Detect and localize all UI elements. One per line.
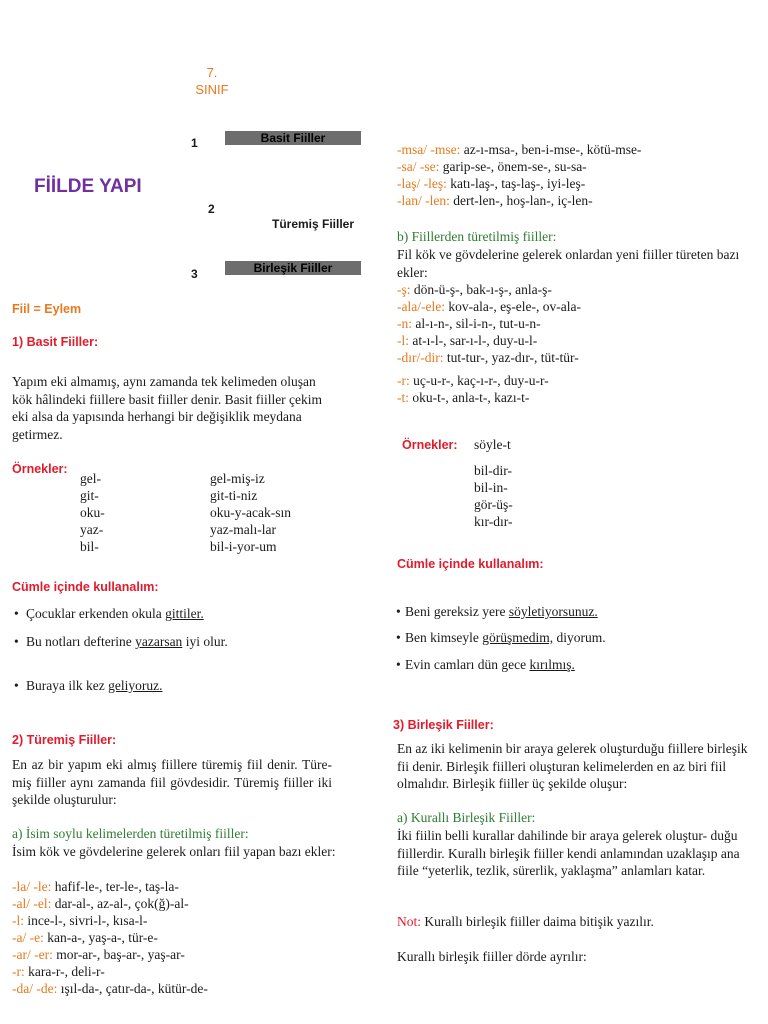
example-item: bil-i-yor-um bbox=[210, 539, 277, 554]
suffix-row bbox=[397, 315, 581, 332]
basit-examples-right bbox=[210, 470, 291, 555]
turemis-example-0: söyle-t bbox=[474, 437, 511, 452]
birlesik-note bbox=[397, 913, 654, 930]
suffix: -ala/-ele: bbox=[397, 299, 449, 314]
basit-examples-label: Örnekler: bbox=[12, 462, 68, 476]
suffix: -r: bbox=[12, 964, 29, 979]
diagram-label-turemis: Türemiş Fiiller bbox=[272, 217, 355, 231]
suffix-examples: at-ı-l-, sar-ı-l-, duy-u-l- bbox=[412, 333, 538, 348]
sentence-tail: diyorum. bbox=[553, 630, 606, 645]
bullet-icon: • bbox=[14, 634, 19, 649]
page-title: FİİLDE YAPI bbox=[34, 176, 142, 197]
suffix: -l: bbox=[397, 333, 413, 348]
basit-sentence-2 bbox=[14, 633, 236, 650]
suffix-row bbox=[12, 980, 208, 997]
note-text: Kurallı birleşik fiiller daima bitişik yazılır. bbox=[421, 914, 654, 929]
suffix: -msa/ -mse: bbox=[397, 142, 464, 157]
suffix: -laş/ -leş: bbox=[397, 176, 451, 191]
example-item: gör-üş- bbox=[474, 497, 513, 512]
suffix-examples: oku-t-, anla-t-, kazı-t- bbox=[412, 390, 530, 405]
sentence-verb: görüşmedim, bbox=[482, 630, 554, 645]
more-suffix-list bbox=[397, 141, 641, 209]
example-item: bil-in- bbox=[474, 480, 508, 495]
turemis-sentence-3 bbox=[396, 656, 575, 673]
suffix-examples: uç-u-r-, kaç-ı-r-, duy-u-r- bbox=[413, 373, 549, 388]
turemis-usage-label: Cümle içinde kullanalım: bbox=[397, 557, 544, 571]
suffix: -al/ -el: bbox=[12, 896, 55, 911]
turemis-sentence-2 bbox=[396, 629, 606, 646]
suffix-row bbox=[397, 372, 581, 389]
turemis-sentence-1 bbox=[396, 603, 598, 620]
sentence-text: Evin camları dün gece bbox=[405, 657, 530, 672]
sentence-text: Beni gereksiz yere bbox=[405, 604, 509, 619]
turemis-sub-b: b) Fiillerden türetilmiş fiiller: bbox=[397, 229, 557, 244]
suffix-row bbox=[397, 141, 641, 158]
bullet-icon: • bbox=[396, 657, 401, 672]
turemis-examples-label: Örnekler: bbox=[402, 438, 458, 452]
diagram-number-2: 2 bbox=[208, 202, 215, 216]
example-item: yaz-malı-lar bbox=[210, 522, 276, 537]
birlesik-sub-a: a) Kurallı Birleşik Fiiller: bbox=[397, 810, 536, 825]
sentence-tail: iyi olur. bbox=[182, 634, 228, 649]
suffix-examples: tut-tur-, yaz-dır-, tüt-tür- bbox=[446, 350, 579, 365]
note-label: Not: bbox=[397, 914, 422, 929]
suffix: -sa/ -se: bbox=[397, 159, 443, 174]
suffix-row bbox=[397, 175, 641, 192]
suffix: -l: bbox=[12, 913, 28, 928]
suffix-row bbox=[397, 332, 581, 349]
example-item: bil- bbox=[80, 539, 99, 554]
example-item: oku-y-acak-sın bbox=[210, 505, 291, 520]
basit-usage-label: Cümle içinde kullanalım: bbox=[12, 580, 159, 594]
suffix-row bbox=[12, 878, 208, 895]
suffix-row bbox=[397, 158, 641, 175]
birlesik-heading: 3) Birleşik Fiiller: bbox=[393, 718, 494, 732]
suffix-row bbox=[397, 298, 581, 315]
turemis-paragraph: En az bir yapım eki almış fiillere türemiş fiil denir. Türe- miş fiiller aynı zamanda fiil gövdesidir. Türemiş fiiller iki şekilde oluşturulur: bbox=[12, 757, 332, 807]
diagram-bar-birlesik: Birleşik Fiiller bbox=[225, 261, 361, 275]
bullet-icon: • bbox=[14, 606, 19, 621]
birlesik-paragraph: En az iki kelimenin bir araya gelerek oluşturduğu fiillere birleşik fii denir. Birleşik fiilleri oluşturan kelimelerden en az biri fiil olmalıdır. Birleşik fiiller üç şekilde oluşur: bbox=[397, 741, 748, 791]
basit-heading: 1) Basit Fiiller: bbox=[12, 335, 99, 349]
sentence-verb: söyletiyorsunuz. bbox=[508, 604, 598, 619]
suffix-examples: dön-ü-ş-, bak-ı-ş-, anla-ş- bbox=[413, 282, 552, 297]
suffix: -dır/-dir: bbox=[397, 350, 447, 365]
suffix-examples: kov-ala-, eş-ele-, ov-ala- bbox=[448, 299, 582, 314]
suffix-row bbox=[12, 895, 208, 912]
suffix: -n: bbox=[397, 316, 416, 331]
suffix: -t: bbox=[397, 390, 413, 405]
sentence-text: Bu notları defterine bbox=[26, 634, 136, 649]
basit-sentence-3 bbox=[14, 677, 236, 694]
suffix-examples: katı-laş-, taş-laş-, iyi-leş- bbox=[450, 176, 586, 191]
grade-label bbox=[192, 64, 232, 98]
suffix-examples: kan-a-, yaş-a-, tür-e- bbox=[47, 930, 158, 945]
turemis-sub-a: a) İsim soylu kelimelerden türetilmiş fiiller: bbox=[12, 826, 249, 841]
suffix-row bbox=[12, 946, 208, 963]
suffix-examples: hafif-le-, ter-le-, taş-la- bbox=[54, 879, 179, 894]
suffix: -r: bbox=[397, 373, 414, 388]
example-item: kır-dır- bbox=[474, 514, 513, 529]
suffix-examples: ışıl-da-, çatır-da-, kütür-de- bbox=[60, 981, 208, 996]
suffix-examples: garip-se-, önem-se-, su-sa- bbox=[442, 159, 587, 174]
basit-examples-left bbox=[80, 470, 105, 555]
example-item: gel- bbox=[80, 471, 101, 486]
suffix: -da/ -de: bbox=[12, 981, 61, 996]
suffix-row bbox=[12, 912, 208, 929]
suffix-examples: al-ı-n-, sil-i-n-, tut-u-n- bbox=[415, 316, 541, 331]
fiil-suffix-list bbox=[397, 281, 581, 406]
isim-suffix-list bbox=[12, 878, 208, 997]
turemis-examples-list bbox=[474, 462, 513, 530]
example-item: bil-dir- bbox=[474, 463, 512, 478]
suffix-row bbox=[12, 929, 208, 946]
sentence-verb: kırılmış. bbox=[529, 657, 575, 672]
birlesik-last-line: Kurallı birleşik fiiller dörde ayrılır: bbox=[397, 949, 587, 964]
sentence-verb: yazarsan bbox=[135, 634, 183, 649]
sentence-text: Buraya ilk kez bbox=[26, 678, 109, 693]
suffix: -ş: bbox=[397, 282, 414, 297]
suffix-examples: ince-l-, sivri-l-, kısa-l- bbox=[27, 913, 148, 928]
grade-text: SINIF bbox=[195, 82, 229, 97]
sentence-text: Ben kimseyle bbox=[405, 630, 483, 645]
suffix-examples: dert-len-, hoş-lan-, iç-len- bbox=[453, 193, 593, 208]
bullet-icon: • bbox=[396, 604, 401, 619]
example-item: oku- bbox=[80, 505, 105, 520]
example-item: gel-miş-iz bbox=[210, 471, 265, 486]
bullet-icon: • bbox=[14, 678, 19, 693]
suffix-row bbox=[12, 963, 208, 980]
suffix: -ar/ -er: bbox=[12, 947, 57, 962]
example-item: git- bbox=[80, 488, 99, 503]
example-item: yaz- bbox=[80, 522, 104, 537]
fiil-eylem-heading: Fiil = Eylem bbox=[12, 302, 82, 316]
diagram-bar-basit: Basit Fiiller bbox=[225, 131, 361, 145]
bullet-icon: • bbox=[396, 630, 401, 645]
suffix-examples: kara-r-, deli-r- bbox=[28, 964, 105, 979]
turemis-sub-b-desc: Fil kök ve gövdelerine gelerek onlardan yeni fiiller türeten bazı ekler: bbox=[397, 247, 740, 280]
suffix-examples: dar-al-, az-al-, çok(ğ)-al- bbox=[54, 896, 189, 911]
suffix: -lan/ -len: bbox=[397, 193, 454, 208]
suffix-row bbox=[397, 389, 581, 406]
turemis-sub-a-desc: İsim kök ve gövdelerine gelerek onları fiil yapan bazı ekler: bbox=[12, 844, 336, 859]
diagram-number-3: 3 bbox=[191, 267, 198, 281]
sentence-verb: gittiler. bbox=[165, 606, 204, 621]
suffix-examples: mor-ar-, baş-ar-, yaş-ar- bbox=[56, 947, 185, 962]
diagram-number-1: 1 bbox=[191, 136, 198, 150]
suffix: -la/ -le: bbox=[12, 879, 55, 894]
sentence-text: Çocuklar erkenden okula bbox=[26, 606, 166, 621]
sentence-verb: geliyoruz. bbox=[108, 678, 163, 693]
suffix-row bbox=[397, 192, 641, 209]
turemis-heading: 2) Türemiş Fiiller: bbox=[12, 733, 117, 747]
birlesik-sub-a-desc: İki fiilin belli kurallar dahilinde bir araya gelerek oluştur- duğu fiillerdir. Kurallı birleşik fiiller kendi anlamından uzaklaşıp ana fiile “yeterlik, tezlik, sürerlik, yaklaşma” anlamları katar. bbox=[397, 828, 740, 878]
suffix-row bbox=[397, 281, 581, 298]
example-item: git-ti-niz bbox=[210, 488, 258, 503]
basit-sentence-1 bbox=[14, 605, 236, 622]
suffix-row bbox=[397, 349, 581, 366]
suffix-examples: az-ı-msa-, ben-i-mse-, kötü-mse- bbox=[463, 142, 642, 157]
basit-paragraph: Yapım eki almamış, aynı zamanda tek kelimeden oluşan kök hâlindeki fiillere basit fiiller denir. Basit fiiller çekim eki alsa da yapısında herhangi bir değişiklik meydana getirmez. bbox=[12, 374, 323, 442]
grade-number: 7. bbox=[206, 65, 218, 80]
suffix: -a/ -e: bbox=[12, 930, 48, 945]
